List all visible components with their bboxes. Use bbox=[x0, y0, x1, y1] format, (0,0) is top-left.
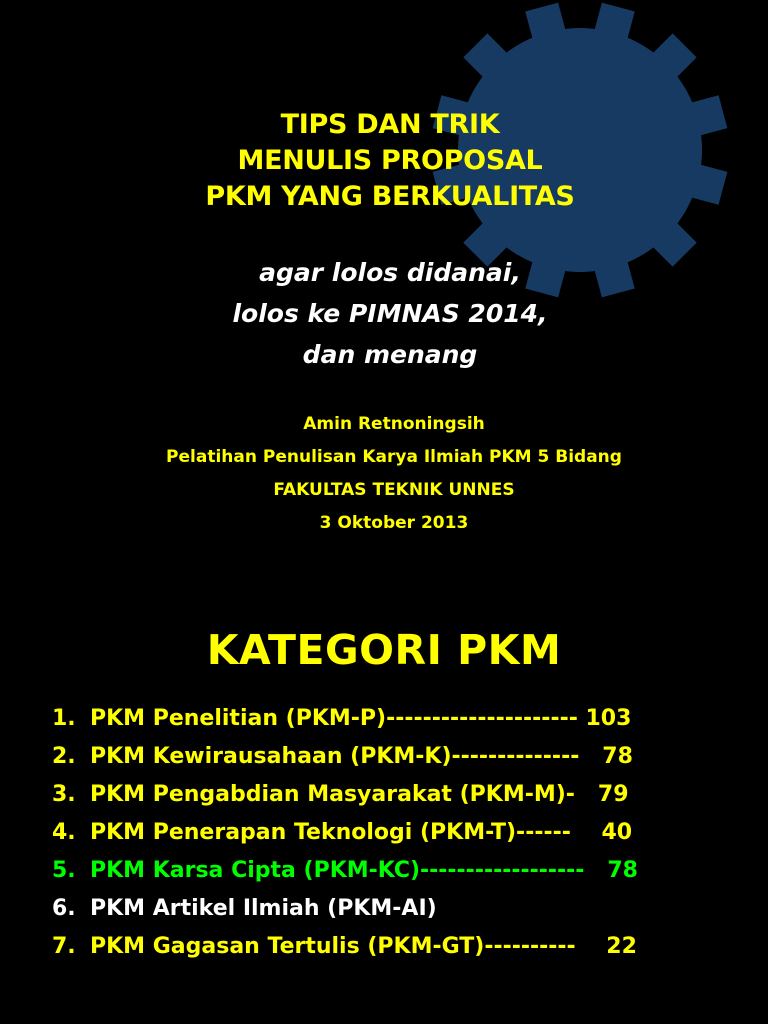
title-line: PKM YANG BERKUALITAS bbox=[205, 181, 575, 212]
item-number: 2. bbox=[52, 744, 76, 769]
item-number: 5. bbox=[52, 858, 76, 883]
item-text: PKM Gagasan Tertulis (PKM-GT)---------- 22 bbox=[90, 934, 637, 959]
event-name: Pelatihan Penulisan Karya Ilmiah PKM 5 Bidang bbox=[166, 447, 622, 467]
presenter-info bbox=[0, 408, 768, 540]
category-slide bbox=[0, 600, 768, 1024]
item-number: 1. bbox=[52, 706, 76, 731]
item-text: PKM Karsa Cipta (PKM-KC)------------------ 78 bbox=[90, 858, 638, 883]
subtitle-line: agar lolos didanai, bbox=[259, 258, 521, 287]
item-number: 3. bbox=[52, 782, 76, 807]
item-number: 6. bbox=[52, 896, 76, 921]
item-text: PKM Kewirausahaan (PKM-K)-------------- 78 bbox=[90, 744, 633, 769]
faculty-name: FAKULTAS TEKNIK UNNES bbox=[273, 480, 515, 500]
presentation-title bbox=[0, 107, 768, 215]
item-text: PKM Pengabdian Masyarakat (PKM-M)- 79 bbox=[90, 782, 629, 807]
list-item bbox=[52, 852, 692, 890]
item-number: 7. bbox=[52, 934, 76, 959]
title-line: TIPS DAN TRIK bbox=[280, 109, 500, 140]
presentation-subtitle bbox=[0, 252, 768, 375]
list-item bbox=[52, 890, 692, 928]
item-number: 4. bbox=[52, 820, 76, 845]
title-line: MENULIS PROPOSAL bbox=[237, 145, 543, 176]
category-list bbox=[52, 700, 692, 966]
list-item bbox=[52, 776, 692, 814]
item-text: PKM Artikel Ilmiah (PKM-AI) bbox=[90, 896, 437, 921]
list-item bbox=[52, 738, 692, 776]
subtitle-line: dan menang bbox=[302, 340, 478, 369]
list-item bbox=[52, 928, 692, 966]
item-text: PKM Penerapan Teknologi (PKM-T)------ 40 bbox=[90, 820, 633, 845]
list-item bbox=[52, 814, 692, 852]
item-text: PKM Penelitian (PKM-P)--------------------- 103 bbox=[90, 706, 632, 731]
list-item bbox=[52, 700, 692, 738]
author-name: Amin Retnoningsih bbox=[303, 414, 485, 434]
subtitle-line: lolos ke PIMNAS 2014, bbox=[232, 299, 548, 328]
event-date: 3 Oktober 2013 bbox=[319, 513, 469, 533]
slide-title: KATEGORI PKM bbox=[206, 626, 562, 674]
